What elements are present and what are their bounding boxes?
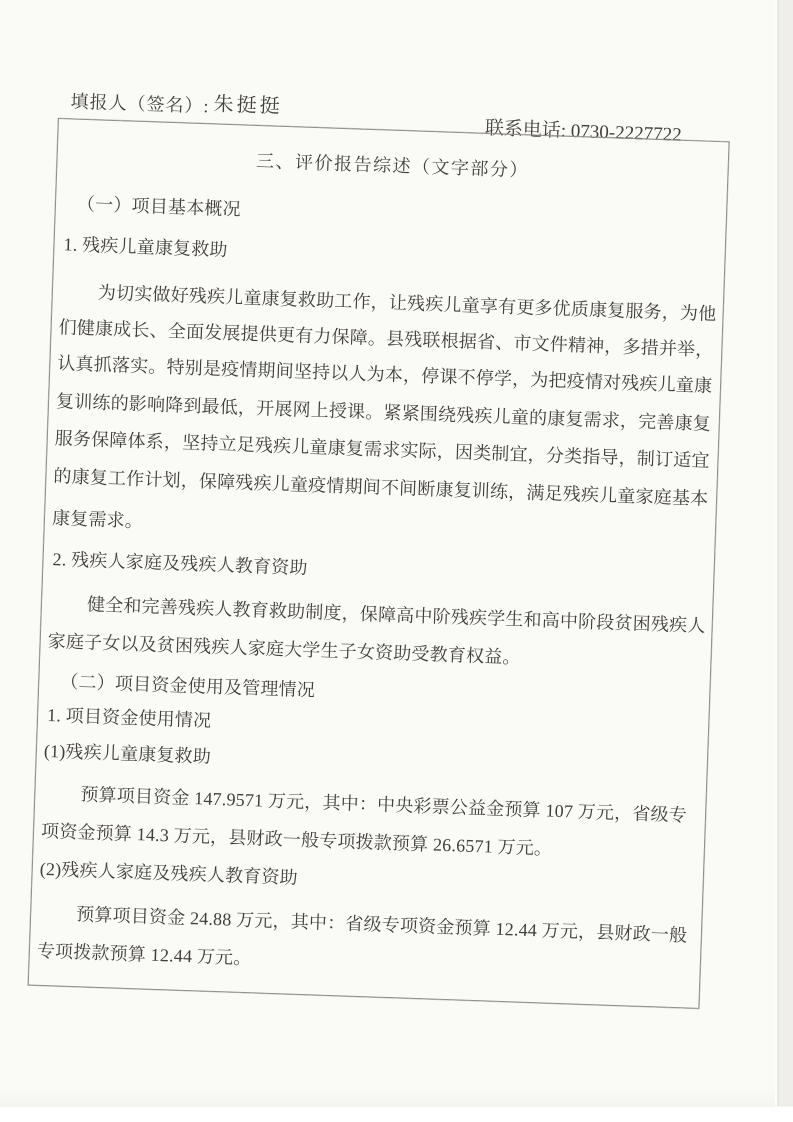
report-line: (2)残疾人家庭及残疾人教育资助 xyxy=(39,858,299,888)
report-line: 2. 残疾人家庭及残疾人教育资助 xyxy=(52,549,308,578)
phone-label: 联系电话: xyxy=(484,117,567,142)
report-line: 1. 残疾儿童康复救助 xyxy=(63,234,229,260)
report-line: （一）项目基本概况 xyxy=(76,193,242,220)
report-line: 专项拨款预算 12.44 万元。 xyxy=(36,940,252,969)
phone-number: 0730-2227722 xyxy=(570,120,683,146)
report-line: 的康复工作计划，保障残疾儿童疫情期间不间断康复训练，满足残疾儿童家庭基本 xyxy=(53,466,709,509)
report-line: 1. 项目资金使用情况 xyxy=(46,704,212,731)
report-line: 预算项目资金 24.88 万元，其中：省级专项资金预算 12.44 万元，县财政一般 xyxy=(75,904,688,946)
report-line: 服务保障体系，坚持立足残疾儿童康复需求实际，因类制宜，分类指导，制订适宜 xyxy=(54,428,710,471)
scan-right-edge xyxy=(775,0,793,1106)
report-line: (1)残疾儿童康复救助 xyxy=(43,740,212,767)
report-line: 家庭子女以及贫困残疾人家庭大学生子女资助受教育权益。 xyxy=(47,630,522,668)
filler-signature-label xyxy=(70,88,210,119)
report-summary-box xyxy=(28,118,730,1009)
report-line: 康复需求。 xyxy=(51,508,144,532)
report-body xyxy=(36,119,716,1007)
report-line: 健全和完善残疾人教育救助制度，保障高中阶残疾学生和高中阶段贫困残疾人 xyxy=(86,594,706,636)
scan-bottom-edge xyxy=(0,1107,793,1122)
report-box-title: 三、评价报告综述（文字部分） xyxy=(255,150,530,181)
report-line: 们健康成长、全面发展提供更有力保障。县残联根据省、市文件精神，多措并举， xyxy=(58,317,714,361)
report-line: （二）项目资金使用及管理情况 xyxy=(59,671,316,701)
report-line: 复训练的影响降到最低，开展网上授课。紧紧围绕残疾儿童的康复需求，完善康复 xyxy=(55,391,712,434)
scan-bottom-shadow xyxy=(0,1087,793,1107)
report-line: 项资金预算 14.3 万元，县财政一般专项拨款预算 26.6571 万元。 xyxy=(40,820,553,859)
report-line: 为切实做好残疾儿童康复救助工作，让残疾儿童享有更多优质康复服务，为他 xyxy=(97,282,717,325)
report-line: 预算项目资金 147.9571 万元，其中：中央彩票公益金预算 107 万元，省级专 xyxy=(80,784,688,826)
report-line: 认真抓落实。特别是疫情期间坚持以人为本，停课不停学，为把疫情对残疾儿童康 xyxy=(57,353,713,396)
filler-signature-name xyxy=(213,91,283,119)
filler-label-text: 填报人（签名）: xyxy=(70,91,210,117)
signature-text: 朱挺挺 xyxy=(213,93,283,118)
